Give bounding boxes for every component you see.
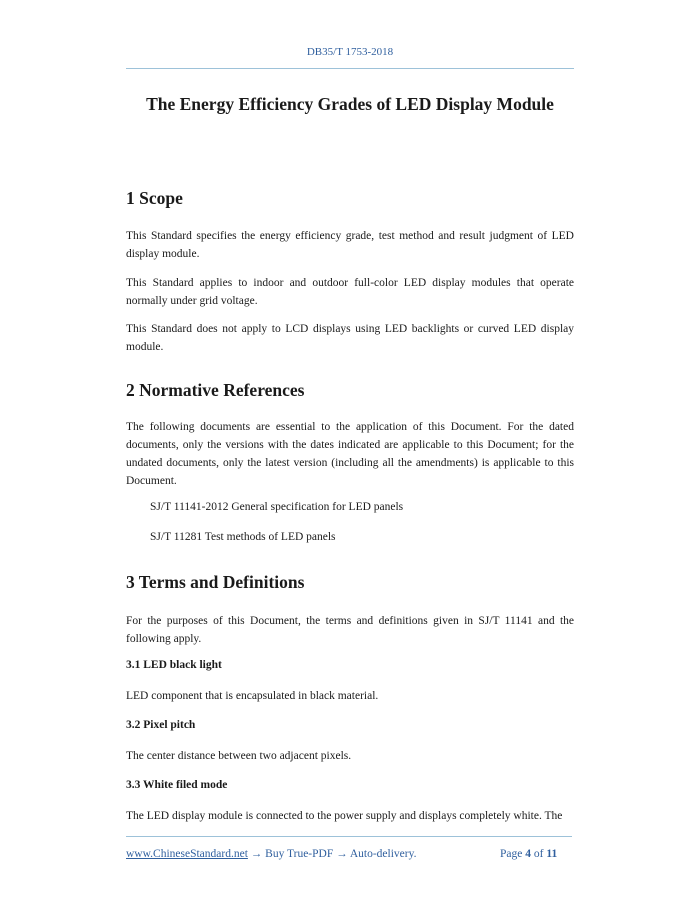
reference-item-1: SJ/T 11141-2012 General specification for LED panels — [150, 501, 404, 513]
scope-paragraph-1: This Standard specifies the energy efficiency grade, test method and result judgment of LED display module. — [126, 230, 574, 260]
section-terms-heading: 3 Terms and Definitions — [126, 572, 305, 592]
footer-promo — [126, 848, 416, 860]
term-2-heading: 3.2 Pixel pitch — [126, 719, 196, 731]
term-3-definition: The LED display module is connected to the power supply and displays completely white. The — [126, 810, 563, 822]
terms-paragraph: For the purposes of this Document, the terms and definitions given in SJ/T 11141 and the following apply. — [126, 615, 574, 645]
header-divider — [126, 68, 574, 69]
footer-promo-text: → Buy True-PDF → Auto-delivery. — [247, 848, 417, 860]
scope-paragraph-2: This Standard applies to indoor and outdoor full-color LED display modules that operate normally under grid voltage. — [126, 277, 574, 307]
normative-paragraph: The following documents are essential to the application of this Document. For the dated documents, only the versions with the dates indicated are applicable to this Document; for the undated documents, only the latest version (including all the amendments) is applicable to this Document. — [126, 421, 574, 487]
scope-paragraph-3: This Standard does not apply to LCD displays using LED backlights or curved LED display module. — [126, 323, 574, 353]
term-1-definition: LED component that is encapsulated in black material. — [126, 690, 379, 702]
page-label: Page — [500, 848, 523, 860]
page-of: of — [533, 848, 544, 860]
term-1-heading: 3.1 LED black light — [126, 659, 222, 671]
page-current: 4 — [525, 848, 531, 860]
header-doc-code: DB35/T 1753-2018 — [306, 46, 394, 58]
term-3-heading: 3.3 White filed mode — [126, 779, 228, 791]
reference-item-2: SJ/T 11281 Test methods of LED panels — [150, 531, 336, 543]
section-normative-heading: 2 Normative References — [126, 380, 305, 400]
footer-site-link[interactable]: www.ChineseStandard.net — [126, 848, 248, 860]
document-title: The Energy Efficiency Grades of LED Display Module — [146, 94, 554, 114]
term-2-definition: The center distance between two adjacent pixels. — [126, 750, 352, 762]
section-scope-heading: 1 Scope — [126, 188, 183, 208]
footer-divider — [126, 836, 572, 837]
page-number — [500, 848, 557, 860]
page-total: 11 — [546, 848, 558, 860]
